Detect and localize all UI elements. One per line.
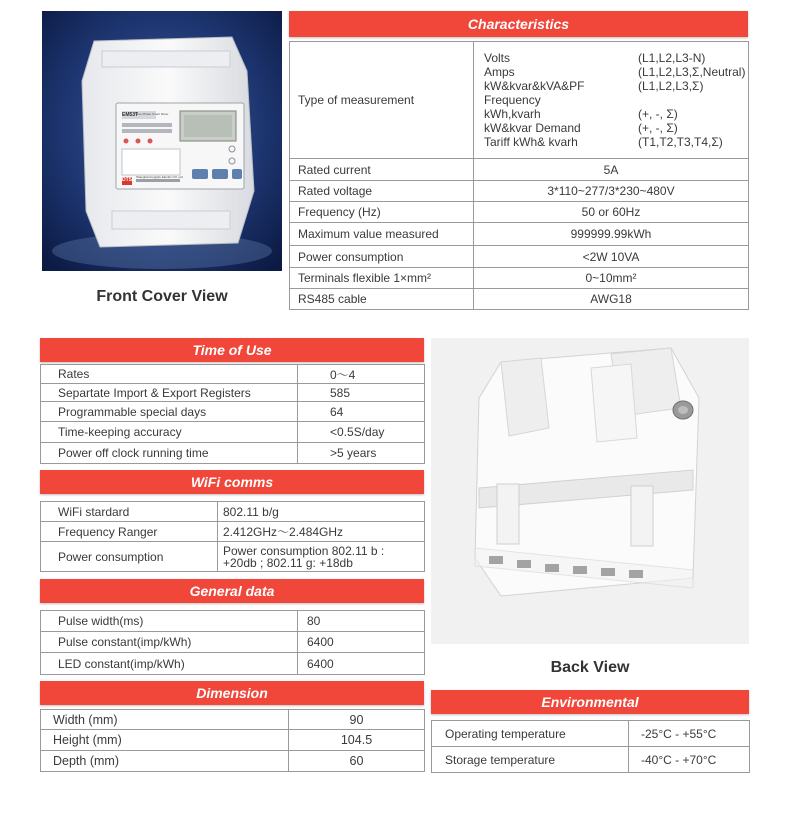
time-of-use-header: Time of Use [40,338,424,362]
spec-value: 802.11 b/g [218,502,425,522]
measurement-item: Volts [484,51,511,65]
measurement-value: (+, -, Σ) [638,107,678,121]
spec-value: 5A [474,159,749,181]
spec-label: Width (mm) [41,710,289,730]
environmental-table [431,720,750,773]
table-row [41,502,425,522]
table-row [41,710,425,730]
spec-label: Pulse width(ms) [41,611,298,632]
spec-value: 60 [289,751,425,772]
characteristics-table [289,41,749,310]
spec-value: 64 [298,402,425,422]
table-row [290,159,749,181]
measurement-item: Tariff kWh& kvarh [484,135,578,149]
spec-value: 6400 [298,632,425,653]
spec-label: Rated current [290,159,474,181]
table-row [290,223,749,246]
spec-label: RS485 cable [290,289,474,310]
measurement-value: (L1,L2,L3,Σ,Neutral) [638,65,746,79]
table-row [41,632,425,653]
wifi-table [40,501,425,572]
meter-brand-text: Shanghai FengQiu Electric CO.,Ltd [136,175,183,179]
spec-label: Storage temperature [432,747,629,773]
spec-label: Frequency (Hz) [290,202,474,223]
back-view-photo [431,338,749,644]
general-data-header: General data [40,579,424,603]
spec-value: -40°C - +70°C [629,747,750,773]
table-row [41,384,425,402]
spec-value: <0.5S/day [298,422,425,443]
spec-value: 0～4 [298,365,425,384]
table-row [41,402,425,422]
spec-value: 104.5 [289,730,425,751]
meter-back-illustration [431,338,749,644]
wifi-comms-header: WiFi comms [40,470,424,494]
spec-value: Power consumption 802.11 b : +20db ; 802.11 g: +18db [218,542,425,572]
characteristics-header: Characteristics [289,11,748,37]
measurement-value: (+, -, Σ) [638,121,678,135]
spec-label: WiFi stardard [41,502,218,522]
spec-label: Height (mm) [41,730,289,751]
measurement-items [484,51,584,149]
front-cover-caption: Front Cover View [96,288,228,305]
measurement-value: (T1,T2,T3,T4,Σ) [638,135,723,149]
meter-front-illustration [42,11,282,271]
general-data-table [40,610,425,675]
measurement-item: Amps [484,65,515,79]
environmental-header: Environmental [431,690,749,714]
meter-model-text: EM53T [122,112,139,118]
table-row [41,443,425,464]
table-row [432,747,750,773]
spec-label: Rated voltage [290,181,474,202]
table-row [290,42,749,159]
table-row [290,268,749,289]
measurement-item: Frequency [484,93,541,107]
table-row [41,751,425,772]
spec-label: Power off clock running time [41,443,298,464]
table-row [41,522,425,542]
table-row [41,653,425,675]
measurement-value: (L1,L2,L3-N) [638,51,706,65]
spec-label: Frequency Ranger [41,522,218,542]
table-row [290,289,749,310]
spec-value: 2.412GHz～2.484GHz [218,522,425,542]
spec-label: Power consumption [41,542,218,572]
spec-value: -25°C - +55°C [629,721,750,747]
measurement-item: kWh,kvarh [484,107,541,121]
spec-value: 585 [298,384,425,402]
measurement-type-label: Type of measurement [290,42,474,159]
spec-label: LED constant(imp/kWh) [41,653,298,675]
spec-label: Depth (mm) [41,751,289,772]
spec-value: 6400 [298,653,425,675]
dimension-header: Dimension [40,681,424,705]
measurement-value [638,93,742,107]
time-of-use-table [40,364,425,464]
spec-value: <2W 10VA [474,246,749,268]
spec-value: 0~10mm² [474,268,749,289]
spec-label: Terminals flexible 1×mm² [290,268,474,289]
table-row [290,246,749,268]
measurement-value: (L1,L2,L3,Σ) [638,79,704,93]
back-view-caption: Back View [550,659,630,676]
spec-label: Power consumption [290,246,474,268]
table-row [41,611,425,632]
table-row [290,181,749,202]
dimension-table [40,709,425,772]
table-row [41,730,425,751]
spec-label: Operating temperature [432,721,629,747]
table-row [41,542,425,572]
spec-value: AWG18 [474,289,749,310]
meter-title-text: Three Phase Smart Meter [134,112,169,116]
spec-label: Rates [41,365,298,384]
spec-label: Maximum value measured [290,223,474,246]
spec-value: 3*110~277/3*230~480V [474,181,749,202]
measurement-item: kW&kvar Demand [484,121,581,135]
spec-label: Time-keeping accuracy [41,422,298,443]
measurement-type-cell [474,42,749,159]
spec-label: Programmable special days [41,402,298,422]
table-row [41,365,425,384]
spec-value: 50 or 60Hz [474,202,749,223]
meter-logo-text: DTS [122,177,132,183]
table-row [290,202,749,223]
measurement-values [638,51,746,149]
measurement-item: kW&kvar&kVA&PF [484,79,585,93]
spec-value: 90 [289,710,425,730]
spec-label: Pulse constant(imp/kWh) [41,632,298,653]
spec-value: >5 years [298,443,425,464]
spec-value: 80 [298,611,425,632]
spec-label: Separtate Import & Export Registers [41,384,298,402]
front-cover-photo [42,11,282,271]
spec-value: 999999.99kWh [474,223,749,246]
table-row [41,422,425,443]
table-row [432,721,750,747]
